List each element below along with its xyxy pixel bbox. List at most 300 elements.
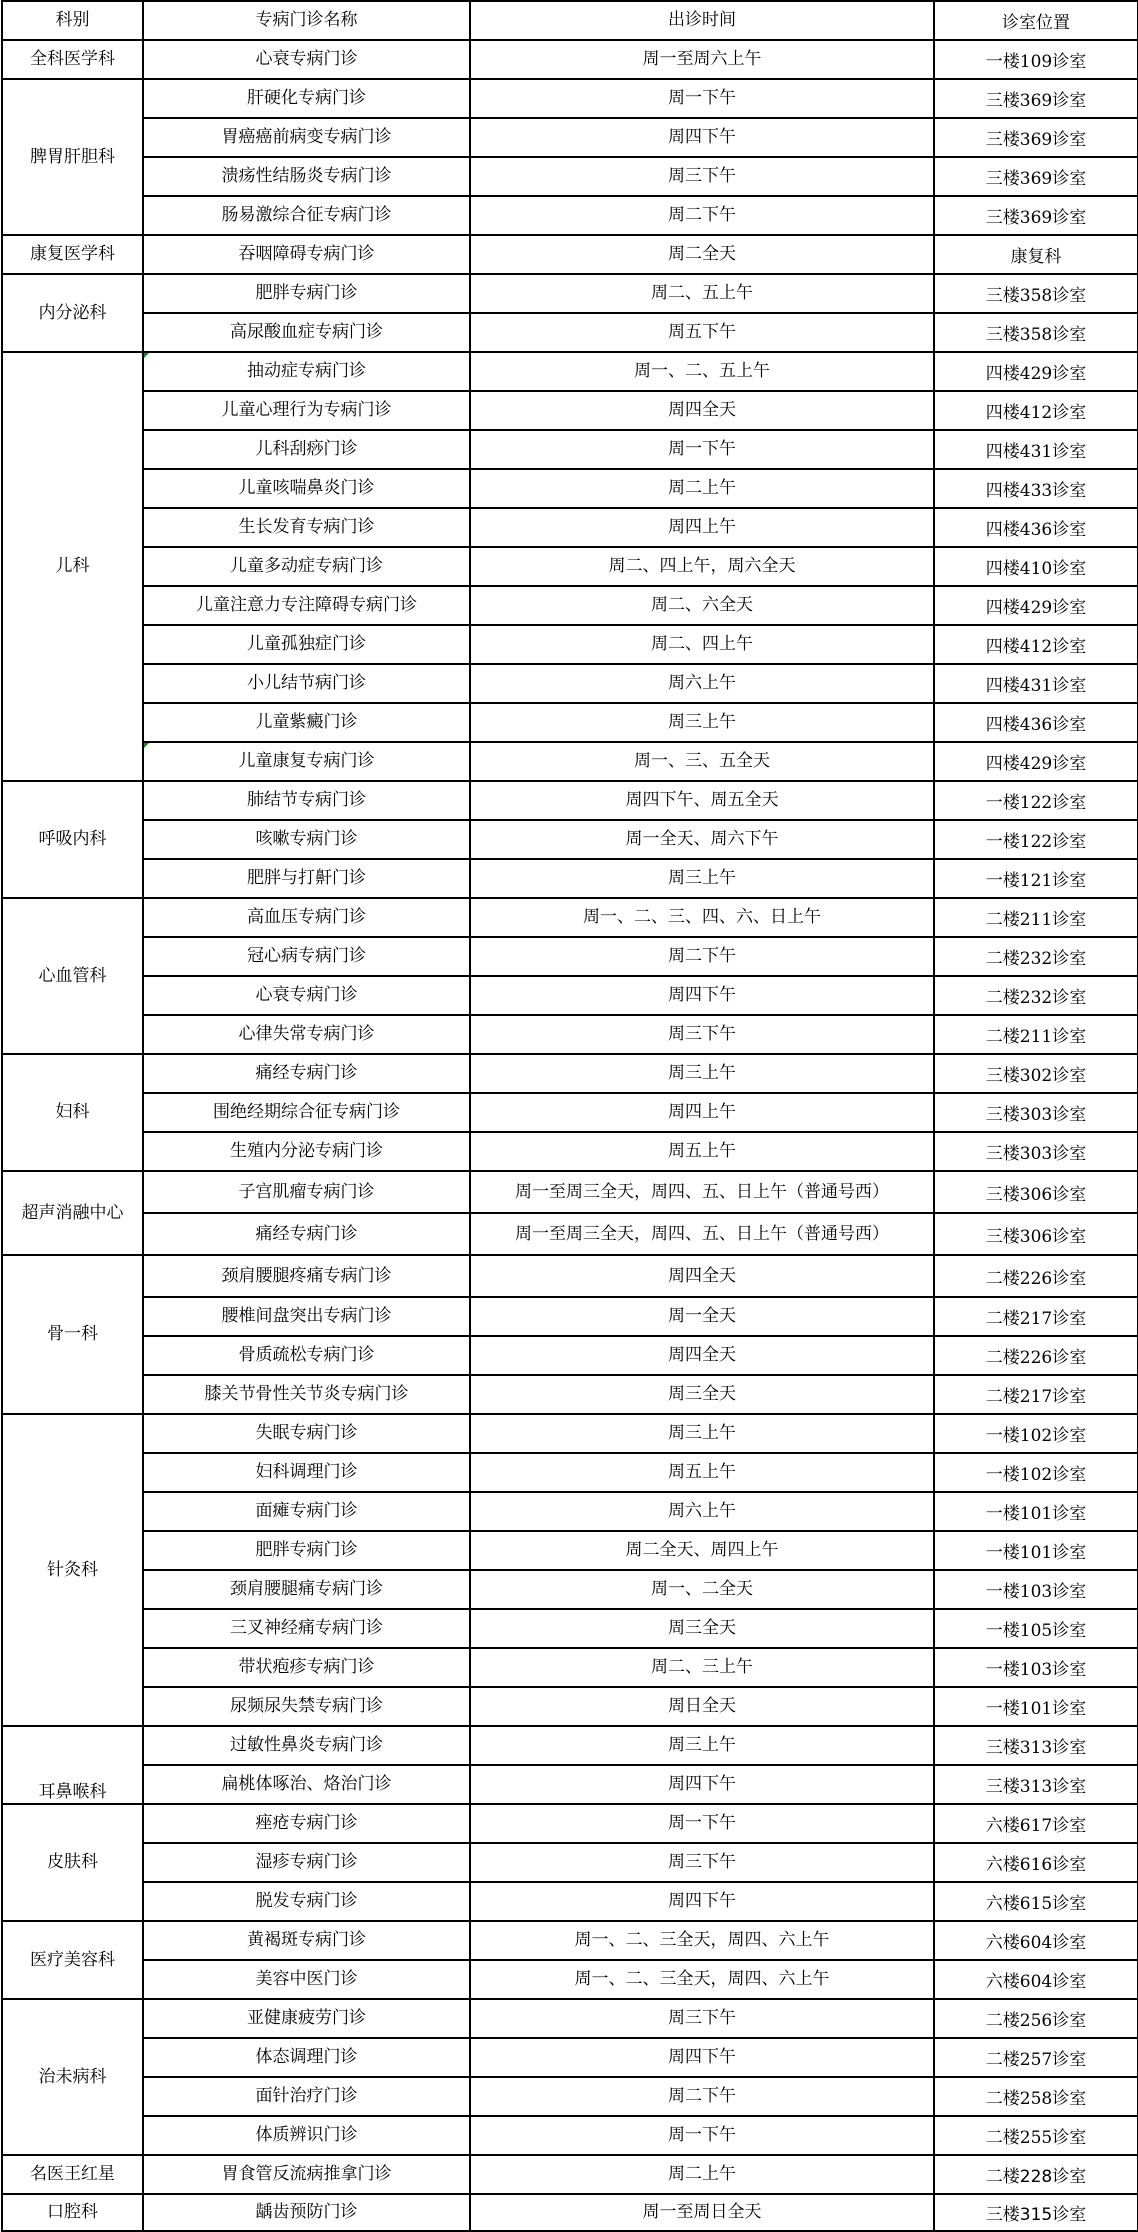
schedule-time-cell: 周一至周日全天 bbox=[470, 2194, 934, 2231]
clinic-name: 生长发育专病门诊 bbox=[238, 517, 375, 537]
room-location-cell: 六楼616诊室 bbox=[934, 1843, 1138, 1882]
room-location-cell: 三楼313诊室 bbox=[934, 1726, 1138, 1765]
room-location-cell: 一楼102诊室 bbox=[934, 1453, 1138, 1492]
clinic-name-cell bbox=[143, 274, 470, 313]
room-location-cell: 一楼101诊室 bbox=[934, 1687, 1138, 1726]
clinic-name-cell bbox=[143, 2038, 470, 2077]
schedule-time-cell: 周四下午 bbox=[470, 2038, 934, 2077]
clinic-name-cell bbox=[143, 313, 470, 352]
table-row bbox=[2, 937, 1138, 976]
dept-cell: 心血管科 bbox=[2, 898, 143, 1054]
schedule-time-cell: 周一下午 bbox=[470, 2116, 934, 2155]
schedule-time-cell: 周二下午 bbox=[470, 196, 934, 235]
table-row bbox=[2, 820, 1138, 859]
clinic-name-cell bbox=[143, 976, 470, 1015]
table-row bbox=[2, 1171, 1138, 1213]
table-row bbox=[2, 2155, 1138, 2194]
schedule-time-cell: 周六上午 bbox=[470, 1492, 934, 1531]
table-row bbox=[2, 664, 1138, 703]
room-location-cell: 四楼412诊室 bbox=[934, 391, 1138, 430]
clinic-name: 肺结节专病门诊 bbox=[247, 790, 366, 810]
clinic-name: 围绝经期综合征专病门诊 bbox=[213, 1102, 400, 1122]
clinic-name: 亚健康疲劳门诊 bbox=[247, 2008, 366, 2028]
table-row bbox=[2, 547, 1138, 586]
clinic-name: 颈肩腰腿疼痛专病门诊 bbox=[221, 1265, 392, 1286]
dept-cell: 内分泌科 bbox=[2, 274, 143, 352]
table-row bbox=[2, 1015, 1138, 1054]
schedule-time-cell: 周日全天 bbox=[470, 1687, 934, 1726]
room-location-cell: 一楼103诊室 bbox=[934, 1648, 1138, 1687]
table-row bbox=[2, 235, 1138, 274]
schedule-time-cell: 周一、二、三、四、六、日上午 bbox=[470, 898, 934, 937]
clinic-name-cell bbox=[143, 1297, 470, 1336]
schedule-time-cell: 周二、六全天 bbox=[470, 586, 934, 625]
schedule-time-cell: 周三下午 bbox=[470, 1843, 934, 1882]
table-row bbox=[2, 1726, 1138, 1765]
clinic-name-cell bbox=[143, 2155, 470, 2194]
clinic-name-cell bbox=[143, 1171, 470, 1213]
schedule-time-cell: 周三上午 bbox=[470, 1414, 934, 1453]
clinic-name-cell bbox=[143, 937, 470, 976]
table-row bbox=[2, 79, 1138, 118]
room-location-cell: 二楼255诊室 bbox=[934, 2116, 1138, 2155]
schedule-time-cell: 周五下午 bbox=[470, 313, 934, 352]
table-row bbox=[2, 508, 1138, 547]
clinic-name: 心衰专病门诊 bbox=[255, 49, 358, 69]
table-row bbox=[2, 196, 1138, 235]
schedule-time-cell: 周二、五上午 bbox=[470, 274, 934, 313]
room-location-cell: 一楼105诊室 bbox=[934, 1609, 1138, 1648]
schedule-time-cell: 周五上午 bbox=[470, 1453, 934, 1492]
clinic-name: 儿童注意力专注障碍专病门诊 bbox=[196, 595, 417, 615]
room-location-cell: 三楼358诊室 bbox=[934, 313, 1138, 352]
schedule-time-cell: 周一、二、五上午 bbox=[470, 352, 934, 391]
schedule-time-cell: 周四下午、周五全天 bbox=[470, 781, 934, 820]
clinic-name: 肥胖与打鼾门诊 bbox=[247, 868, 366, 888]
schedule-time-cell: 周四下午 bbox=[470, 118, 934, 157]
schedule-time-cell: 周一至周三全天，周四、五、日上午（普通号西） bbox=[470, 1213, 934, 1255]
table-row bbox=[2, 469, 1138, 508]
table-row bbox=[2, 2038, 1138, 2077]
dept-cell: 康复医学科 bbox=[2, 235, 143, 274]
room-location-cell: 二楼256诊室 bbox=[934, 1999, 1138, 2038]
schedule-time-cell: 周四全天 bbox=[470, 1255, 934, 1297]
clinic-name: 腰椎间盘突出专病门诊 bbox=[221, 1306, 392, 1326]
clinic-name: 高血压专病门诊 bbox=[247, 907, 366, 927]
schedule-time-cell: 周二全天、周四上午 bbox=[470, 1531, 934, 1570]
table-row bbox=[2, 1213, 1138, 1255]
clinic-name: 胃食管反流病推拿门诊 bbox=[221, 2164, 392, 2184]
clinic-name-cell bbox=[143, 1054, 470, 1093]
table-row bbox=[2, 274, 1138, 313]
schedule-time-cell: 周一全天、周六下午 bbox=[470, 820, 934, 859]
dept-cell: 脾胃肝胆科 bbox=[2, 79, 143, 235]
clinic-name: 失眠专病门诊 bbox=[255, 1423, 358, 1443]
clinic-name-cell bbox=[143, 1648, 470, 1687]
table-row bbox=[2, 1054, 1138, 1093]
room-location-cell: 二楼232诊室 bbox=[934, 976, 1138, 1015]
room-location-cell: 四楼410诊室 bbox=[934, 547, 1138, 586]
room-location-cell: 六楼604诊室 bbox=[934, 1960, 1138, 1999]
clinic-name-cell bbox=[143, 352, 470, 391]
schedule-time-cell: 周四上午 bbox=[470, 508, 934, 547]
schedule-time-cell: 周四下午 bbox=[470, 1882, 934, 1921]
schedule-time-cell: 周一下午 bbox=[470, 79, 934, 118]
clinic-name-cell bbox=[143, 1726, 470, 1765]
schedule-time-cell: 周三下午 bbox=[470, 1015, 934, 1054]
dept-cell: 耳鼻喉科 bbox=[2, 1726, 143, 1804]
clinic-name: 体态调理门诊 bbox=[255, 2047, 358, 2067]
table-row bbox=[2, 1687, 1138, 1726]
clinic-name-cell bbox=[143, 157, 470, 196]
table-row bbox=[2, 859, 1138, 898]
clinic-name: 痤疮专病门诊 bbox=[255, 1813, 358, 1833]
dept-cell: 妇科 bbox=[2, 1054, 143, 1171]
schedule-time-cell: 周二、四上午，周六全天 bbox=[470, 547, 934, 586]
clinic-name: 肥胖专病门诊 bbox=[255, 1540, 358, 1560]
table-row bbox=[2, 1843, 1138, 1882]
table-row bbox=[2, 1336, 1138, 1375]
header-dept: 科别 bbox=[2, 1, 143, 40]
clinic-name-cell bbox=[143, 859, 470, 898]
schedule-time-cell: 周四上午 bbox=[470, 1093, 934, 1132]
clinic-name-cell bbox=[143, 1375, 470, 1414]
schedule-time-cell: 周三下午 bbox=[470, 1999, 934, 2038]
room-location-cell: 二楼232诊室 bbox=[934, 937, 1138, 976]
clinic-name-cell bbox=[143, 2077, 470, 2116]
header-clinic: 专病门诊名称 bbox=[143, 1, 470, 40]
clinic-name-cell bbox=[143, 1804, 470, 1843]
dept-cell: 骨一科 bbox=[2, 1255, 143, 1414]
table-row bbox=[2, 1570, 1138, 1609]
schedule-time-cell: 周二下午 bbox=[470, 2077, 934, 2116]
clinic-name: 三叉神经痛专病门诊 bbox=[230, 1618, 383, 1638]
schedule-time-cell: 周三下午 bbox=[470, 157, 934, 196]
clinic-name: 咳嗽专病门诊 bbox=[255, 829, 358, 849]
room-location-cell: 三楼302诊室 bbox=[934, 1054, 1138, 1093]
schedule-time-cell: 周一、二、三全天，周四、六上午 bbox=[470, 1921, 934, 1960]
schedule-time-cell: 周二上午 bbox=[470, 2155, 934, 2194]
table-row bbox=[2, 976, 1138, 1015]
clinic-name: 妇科调理门诊 bbox=[255, 1462, 358, 1482]
table-row bbox=[2, 2194, 1138, 2231]
clinic-name-cell bbox=[143, 118, 470, 157]
table-row bbox=[2, 625, 1138, 664]
clinic-name-cell bbox=[143, 1336, 470, 1375]
clinic-name-cell bbox=[143, 664, 470, 703]
clinic-name-cell bbox=[143, 1132, 470, 1171]
clinic-name-cell bbox=[143, 1609, 470, 1648]
schedule-time-cell: 周一、三、五全天 bbox=[470, 742, 934, 781]
table-row bbox=[2, 430, 1138, 469]
clinic-name-cell bbox=[143, 391, 470, 430]
schedule-time-cell: 周二下午 bbox=[470, 937, 934, 976]
schedule-time-cell: 周一、二全天 bbox=[470, 1570, 934, 1609]
clinic-name: 儿童心理行为专病门诊 bbox=[221, 400, 392, 420]
header-time: 出诊时间 bbox=[470, 1, 934, 40]
table-row bbox=[2, 1492, 1138, 1531]
clinic-name-cell bbox=[143, 196, 470, 235]
table-row bbox=[2, 1648, 1138, 1687]
header-row bbox=[2, 1, 1138, 40]
schedule-time-cell: 周四下午 bbox=[470, 1765, 934, 1804]
room-location-cell: 三楼369诊室 bbox=[934, 79, 1138, 118]
room-location-cell: 四楼433诊室 bbox=[934, 469, 1138, 508]
table-row bbox=[2, 586, 1138, 625]
table-row bbox=[2, 1297, 1138, 1336]
schedule-time-cell: 周四下午 bbox=[470, 976, 934, 1015]
room-location-cell: 一楼122诊室 bbox=[934, 781, 1138, 820]
clinic-name: 肠易激综合征专病门诊 bbox=[221, 205, 392, 225]
schedule-time-cell: 周三上午 bbox=[470, 703, 934, 742]
clinic-name: 骨质疏松专病门诊 bbox=[238, 1345, 375, 1365]
clinic-name: 儿童康复专病门诊 bbox=[238, 751, 375, 771]
table-row bbox=[2, 1255, 1138, 1297]
clinic-name: 痛经专病门诊 bbox=[255, 1223, 358, 1244]
clinic-name: 体质辨识门诊 bbox=[255, 2125, 358, 2145]
clinic-name: 过敏性鼻炎专病门诊 bbox=[230, 1735, 383, 1755]
clinic-name-cell bbox=[143, 703, 470, 742]
clinic-name: 高尿酸血症专病门诊 bbox=[230, 322, 383, 342]
table-row bbox=[2, 1804, 1138, 1843]
clinic-name: 带状疱疹专病门诊 bbox=[238, 1657, 375, 1677]
dept-cell: 呼吸内科 bbox=[2, 781, 143, 898]
clinic-name-cell bbox=[143, 508, 470, 547]
clinic-name-cell bbox=[143, 820, 470, 859]
table-row bbox=[2, 742, 1138, 781]
room-location-cell: 一楼121诊室 bbox=[934, 859, 1138, 898]
clinic-name-cell bbox=[143, 1453, 470, 1492]
clinic-name-cell bbox=[143, 1015, 470, 1054]
schedule-time-cell: 周三上午 bbox=[470, 859, 934, 898]
schedule-time-cell: 周二、三上午 bbox=[470, 1648, 934, 1687]
room-location-cell: 一楼102诊室 bbox=[934, 1414, 1138, 1453]
table-row bbox=[2, 1765, 1138, 1804]
clinic-name-cell bbox=[143, 1492, 470, 1531]
clinic-name-cell bbox=[143, 1213, 470, 1255]
table-row bbox=[2, 2077, 1138, 2116]
schedule-time-cell: 周一、二、三全天，周四、六上午 bbox=[470, 1960, 934, 1999]
schedule-time-cell: 周三全天 bbox=[470, 1609, 934, 1648]
clinic-name: 儿童紫癜门诊 bbox=[255, 712, 358, 732]
room-location-cell: 六楼615诊室 bbox=[934, 1882, 1138, 1921]
room-location-cell: 一楼101诊室 bbox=[934, 1492, 1138, 1531]
schedule-time-cell: 周二、四上午 bbox=[470, 625, 934, 664]
schedule-time-cell: 周六上午 bbox=[470, 664, 934, 703]
clinic-name: 湿疹专病门诊 bbox=[255, 1852, 358, 1872]
schedule-time-cell: 周一至周三全天，周四、五、日上午（普通号西） bbox=[470, 1171, 934, 1213]
clinic-name-cell bbox=[143, 235, 470, 274]
room-location-cell: 一楼103诊室 bbox=[934, 1570, 1138, 1609]
table-row bbox=[2, 1414, 1138, 1453]
clinic-name-cell bbox=[143, 430, 470, 469]
clinic-name-cell bbox=[143, 1570, 470, 1609]
table-row bbox=[2, 391, 1138, 430]
room-location-cell: 二楼257诊室 bbox=[934, 2038, 1138, 2077]
clinic-name-cell bbox=[143, 625, 470, 664]
room-location-cell: 二楼258诊室 bbox=[934, 2077, 1138, 2116]
schedule-time-cell: 周三全天 bbox=[470, 1375, 934, 1414]
room-location-cell: 二楼226诊室 bbox=[934, 1336, 1138, 1375]
dept-cell: 全科医学科 bbox=[2, 40, 143, 79]
schedule-time-cell: 周四全天 bbox=[470, 1336, 934, 1375]
clinic-name: 痛经专病门诊 bbox=[255, 1063, 358, 1083]
room-location-cell: 三楼313诊室 bbox=[934, 1765, 1138, 1804]
dept-cell: 儿科 bbox=[2, 352, 143, 781]
dept-cell: 口腔科 bbox=[2, 2194, 143, 2231]
clinic-name: 儿科刮痧门诊 bbox=[255, 439, 358, 459]
table-row bbox=[2, 40, 1138, 79]
table-row bbox=[2, 352, 1138, 391]
schedule-time-cell: 周三上午 bbox=[470, 1726, 934, 1765]
clinic-name: 面针治疗门诊 bbox=[255, 2086, 358, 2106]
table-row bbox=[2, 1609, 1138, 1648]
dept-cell: 超声消融中心 bbox=[2, 1171, 143, 1255]
clinic-name: 膝关节骨性关节炎专病门诊 bbox=[204, 1384, 409, 1404]
clinic-name: 儿童孤独症门诊 bbox=[247, 634, 366, 654]
schedule-time-cell: 周三上午 bbox=[470, 1054, 934, 1093]
clinic-name: 冠心病专病门诊 bbox=[247, 946, 366, 966]
table-row bbox=[2, 157, 1138, 196]
clinic-name: 生殖内分泌专病门诊 bbox=[230, 1141, 383, 1161]
clinic-name-cell bbox=[143, 1414, 470, 1453]
room-location-cell: 四楼436诊室 bbox=[934, 508, 1138, 547]
clinic-name-cell bbox=[143, 781, 470, 820]
clinic-name-cell bbox=[143, 898, 470, 937]
clinic-name-cell bbox=[143, 1999, 470, 2038]
clinic-name-cell bbox=[143, 547, 470, 586]
room-location-cell: 四楼436诊室 bbox=[934, 703, 1138, 742]
clinic-name-cell bbox=[143, 1960, 470, 1999]
clinic-name-cell bbox=[143, 2194, 470, 2231]
clinic-name-cell bbox=[143, 1921, 470, 1960]
room-location-cell: 一楼109诊室 bbox=[934, 40, 1138, 79]
room-location-cell: 三楼303诊室 bbox=[934, 1132, 1138, 1171]
clinic-name: 脱发专病门诊 bbox=[255, 1891, 358, 1911]
room-location-cell: 一楼122诊室 bbox=[934, 820, 1138, 859]
schedule-body bbox=[2, 40, 1138, 2231]
room-location-cell: 康复科 bbox=[934, 235, 1138, 274]
room-location-cell: 六楼617诊室 bbox=[934, 1804, 1138, 1843]
table-row bbox=[2, 1531, 1138, 1570]
clinic-name: 儿童多动症专病门诊 bbox=[230, 556, 383, 576]
room-location-cell: 二楼211诊室 bbox=[934, 898, 1138, 937]
clinic-name: 心衰专病门诊 bbox=[255, 985, 358, 1005]
schedule-time-cell: 周一全天 bbox=[470, 1297, 934, 1336]
room-location-cell: 三楼369诊室 bbox=[934, 157, 1138, 196]
clinic-name: 肥胖专病门诊 bbox=[255, 283, 358, 303]
dept-cell: 名医王红星 bbox=[2, 2155, 143, 2194]
room-location-cell: 四楼429诊室 bbox=[934, 742, 1138, 781]
room-location-cell: 四楼412诊室 bbox=[934, 625, 1138, 664]
table-row bbox=[2, 703, 1138, 742]
schedule-time-cell: 周一下午 bbox=[470, 430, 934, 469]
error-indicator-icon bbox=[144, 353, 149, 358]
table-row bbox=[2, 1375, 1138, 1414]
room-location-cell: 三楼303诊室 bbox=[934, 1093, 1138, 1132]
room-location-cell: 二楼228诊室 bbox=[934, 2155, 1138, 2194]
room-location-cell: 二楼226诊室 bbox=[934, 1255, 1138, 1297]
schedule-time-cell: 周二全天 bbox=[470, 235, 934, 274]
table-row bbox=[2, 118, 1138, 157]
header-room: 诊室位置 bbox=[934, 1, 1138, 40]
schedule-time-cell: 周四全天 bbox=[470, 391, 934, 430]
table-row bbox=[2, 313, 1138, 352]
clinic-name: 面瘫专病门诊 bbox=[255, 1501, 358, 1521]
room-location-cell: 四楼431诊室 bbox=[934, 664, 1138, 703]
clinic-name-cell bbox=[143, 1531, 470, 1570]
clinic-name-cell bbox=[143, 586, 470, 625]
room-location-cell: 二楼217诊室 bbox=[934, 1375, 1138, 1414]
table-row bbox=[2, 2116, 1138, 2155]
clinic-name: 儿童咳喘鼻炎门诊 bbox=[238, 478, 375, 498]
room-location-cell: 一楼101诊室 bbox=[934, 1531, 1138, 1570]
table-row bbox=[2, 898, 1138, 937]
schedule-time-cell: 周一下午 bbox=[470, 1804, 934, 1843]
clinic-name: 抽动症专病门诊 bbox=[247, 361, 366, 381]
clinic-name-cell bbox=[143, 1255, 470, 1297]
error-indicator-icon bbox=[144, 743, 149, 748]
dept-cell: 治未病科 bbox=[2, 1999, 143, 2155]
table-row bbox=[2, 1453, 1138, 1492]
room-location-cell: 三楼306诊室 bbox=[934, 1213, 1138, 1255]
room-location-cell: 三楼369诊室 bbox=[934, 118, 1138, 157]
clinic-name-cell bbox=[143, 40, 470, 79]
clinic-name: 扁桃体啄治、烙治门诊 bbox=[221, 1774, 392, 1794]
dept-cell: 针灸科 bbox=[2, 1414, 143, 1726]
schedule-time-cell: 周二上午 bbox=[470, 469, 934, 508]
dept-cell: 医疗美容科 bbox=[2, 1921, 143, 1999]
room-location-cell: 三楼315诊室 bbox=[934, 2194, 1138, 2231]
room-location-cell: 二楼211诊室 bbox=[934, 1015, 1138, 1054]
clinic-name: 子宫肌瘤专病门诊 bbox=[238, 1181, 375, 1202]
room-location-cell: 三楼306诊室 bbox=[934, 1171, 1138, 1213]
room-location-cell: 四楼429诊室 bbox=[934, 352, 1138, 391]
clinic-name-cell bbox=[143, 1687, 470, 1726]
clinic-name-cell bbox=[143, 469, 470, 508]
clinic-name-cell bbox=[143, 1843, 470, 1882]
clinic-name: 小儿结节病门诊 bbox=[247, 673, 366, 693]
clinic-schedule-table bbox=[1, 0, 1138, 2232]
table-row bbox=[2, 1921, 1138, 1960]
table-row bbox=[2, 1960, 1138, 1999]
clinic-name-cell bbox=[143, 2116, 470, 2155]
room-location-cell: 二楼217诊室 bbox=[934, 1297, 1138, 1336]
clinic-name: 黄褐斑专病门诊 bbox=[247, 1930, 366, 1950]
room-location-cell: 四楼429诊室 bbox=[934, 586, 1138, 625]
room-location-cell: 六楼604诊室 bbox=[934, 1921, 1138, 1960]
clinic-name-cell bbox=[143, 79, 470, 118]
clinic-name: 龋齿预防门诊 bbox=[255, 2202, 358, 2222]
clinic-name: 颈肩腰腿痛专病门诊 bbox=[230, 1579, 383, 1599]
clinic-name: 胃癌癌前病变专病门诊 bbox=[221, 127, 392, 147]
clinic-name: 心律失常专病门诊 bbox=[238, 1024, 375, 1044]
table-row bbox=[2, 1132, 1138, 1171]
room-location-cell: 三楼369诊室 bbox=[934, 196, 1138, 235]
table-row bbox=[2, 1999, 1138, 2038]
schedule-time-cell: 周一至周六上午 bbox=[470, 40, 934, 79]
schedule-time-cell: 周五上午 bbox=[470, 1132, 934, 1171]
clinic-name-cell bbox=[143, 1765, 470, 1804]
table-row bbox=[2, 1093, 1138, 1132]
table-row bbox=[2, 781, 1138, 820]
room-location-cell: 四楼431诊室 bbox=[934, 430, 1138, 469]
clinic-name: 肝硬化专病门诊 bbox=[247, 88, 366, 108]
clinic-name: 美容中医门诊 bbox=[255, 1969, 358, 1989]
clinic-name: 尿频尿失禁专病门诊 bbox=[230, 1696, 383, 1716]
clinic-name: 吞咽障碍专病门诊 bbox=[238, 244, 375, 264]
clinic-name: 溃疡性结肠炎专病门诊 bbox=[221, 166, 392, 186]
